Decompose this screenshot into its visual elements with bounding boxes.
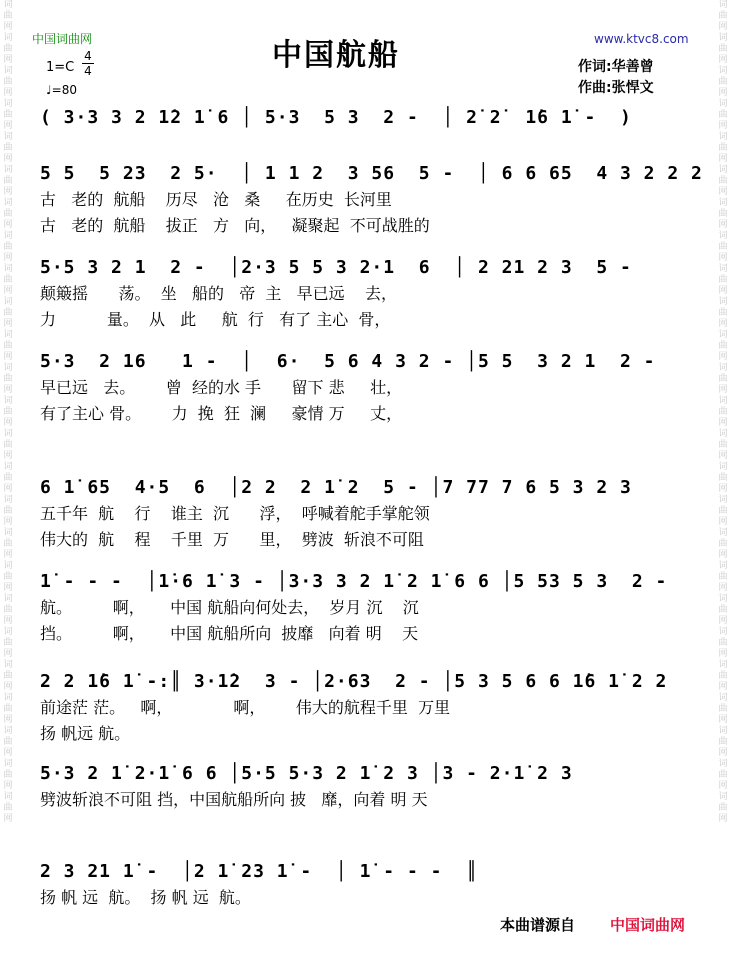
key-signature: 1=C	[46, 60, 75, 75]
watermark-right: 词曲网词曲网词曲网词曲网词曲网词曲网词曲网词曲网词曲网词曲网词曲网词曲网词曲网词曲网词曲网词曲网词曲网词曲网词曲网词曲网词曲网词曲网词曲网词曲网词曲网	[718, 0, 728, 824]
song-title: 中国航船	[272, 38, 400, 73]
lyrics-verse-1: 劈波斩浪不可阻 挡，中国航船所向 披 靡，向着 明 天	[40, 790, 428, 809]
watermark-left: 词曲网词曲网词曲网词曲网词曲网词曲网词曲网词曲网词曲网词曲网词曲网词曲网词曲网词曲网词曲网词曲网词曲网词曲网词曲网词曲网词曲网词曲网词曲网词曲网词曲网	[3, 0, 13, 824]
lyrics-verse-1: 前途茫 茫。 啊， 啊， 伟大的航程千里 万里	[40, 698, 451, 717]
lyrics-verse-2: 力 量。 从 此 航 行 有了 主心 骨，	[40, 310, 391, 329]
notation-line: 5·3 2 1̇ 2·1̇ 6 6 │5·5 5·3 2 1̇ 2 3 │3 - 2·1̇ 2 3	[40, 763, 573, 784]
meter-bottom: 4	[84, 64, 92, 78]
lyrics-verse-2: 古 老的 航船 拔正 方 向， 凝聚起 不可战胜的	[40, 216, 430, 235]
lyrics-verse-1: 颠簸摇 荡。 坐 船的 帝 主 早已远 去，	[40, 284, 397, 303]
notation-line: 2 2 1̇6 1̇ -:║ 3·1̇2 3 - │2·63 2 - │5 3 5 6 6 1̇6 1̇ 2 2	[40, 671, 668, 692]
notation-line: 5 5 5 23 2 5· │ 1 1 2 3 56 5 - │ 6 6 65 4 3 2 2 2	[40, 163, 703, 184]
notation-line: 1̇ - - - │1̇·6 1̇ 3 - │3·3 3 2 1̇ 2 1̇ 6 6 │5 53 5 3 2 -	[40, 571, 668, 592]
time-signature	[82, 49, 94, 78]
lyrics-verse-2: 伟大的 航 程 千里 万 里， 劈波 斩浪不可阻	[40, 530, 424, 549]
footer-source-label: 本曲谱源自	[500, 916, 576, 934]
lyrics-verse-1: 扬 帆 远 航。 扬 帆 远 航。	[40, 888, 251, 907]
notation-line: 5·3 2 16 1 - │ 6· 5 6 4 3 2 - │5 5 3 2 1 2 -	[40, 351, 656, 372]
notation-line: ( 3·3 3 2 1̇2 1̇ 6 │ 5·3 5 3 2 - │ 2̇ 2̇ 1̇6 1̇ - )	[40, 107, 632, 128]
lyrics-verse-2: 有了主心 骨。 力 挽 狂 澜 豪情 万 丈，	[40, 404, 403, 423]
notation-line: 5·5 3 2 1 2 - │2·3 5 5 3 2·1 6 │ 2 21 2 3 5 -	[40, 257, 632, 278]
lyrics-verse-1: 航。 啊， 中国 航船向何处去， 岁月 沉 沉	[40, 598, 419, 617]
composer-credit: 作曲:张悍文	[578, 80, 654, 96]
lyrics-verse-2: 扬 帆远 航。	[40, 724, 131, 743]
tempo-marking: ♩=80	[46, 83, 77, 97]
lyrics-verse-1: 古 老的 航船 历尽 沧 桑 在历史 长河里	[40, 190, 392, 209]
notation-line: 6 1̇ 65 4·5 6 │2 2 2 1̇ 2 5 - │7 77 7 6 5 3 2 3	[40, 477, 632, 498]
lyricist-credit: 作词:华善曾	[578, 59, 654, 75]
lyrics-verse-2: 挡。 啊， 中国 航船所向 披靡 向着 明 天	[40, 624, 419, 643]
lyrics-verse-1: 早已远 去。 曾 经的水 手 留下 悲 壮，	[40, 378, 403, 397]
meter-top: 4	[84, 49, 92, 63]
notation-line: 2 3 21 1̇ - │2 1̇ 23 1̇ - │ 1̇ - - - ║	[40, 861, 478, 882]
site-name-left: 中国词曲网	[32, 32, 93, 46]
site-url: www.ktvc8.com	[594, 32, 689, 46]
footer-site-name: 中国词曲网	[610, 916, 686, 934]
lyrics-verse-1: 五千年 航 行 谁主 沉 浮， 呼喊着舵手掌舵领	[40, 504, 430, 523]
